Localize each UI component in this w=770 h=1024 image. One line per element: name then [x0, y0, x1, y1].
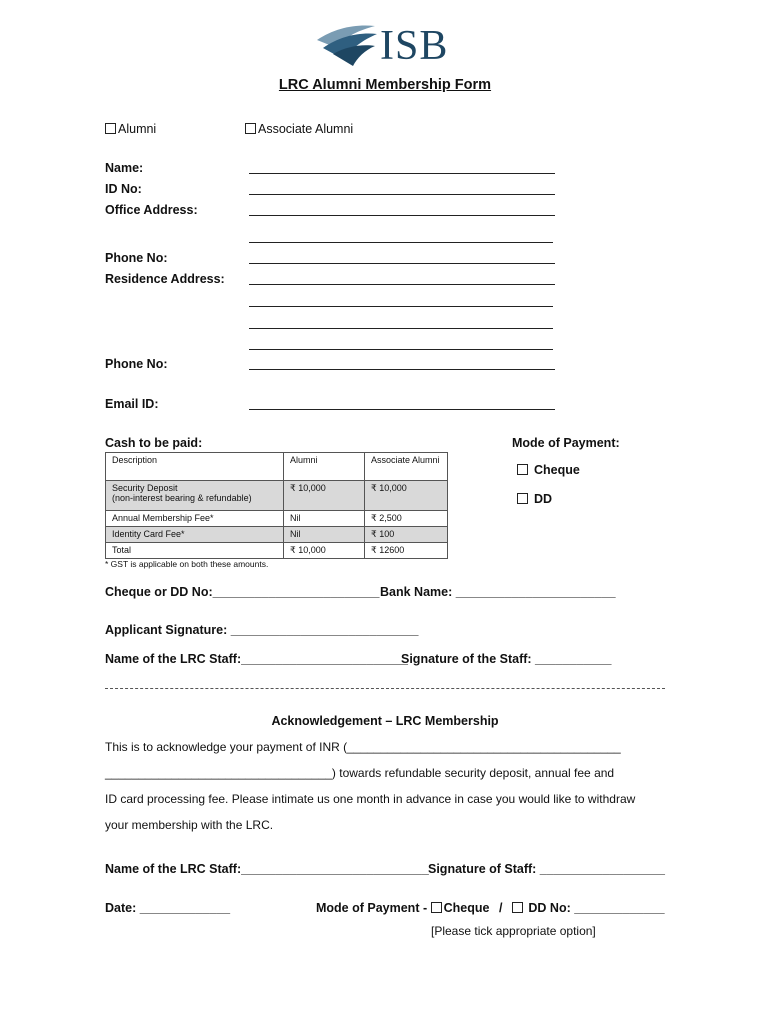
alumni-checkbox[interactable]: Alumni [105, 122, 156, 136]
ack-staff-signature-field[interactable]: Signature of Staff: __________________ [428, 862, 665, 876]
ack-staff-name-field[interactable]: Name of the LRC Staff:___________________________ [105, 862, 429, 876]
applicant-signature-field[interactable]: Applicant Signature: ___________________________ [105, 623, 419, 637]
row-alumni: ₹ 10,000 [284, 543, 365, 559]
form-title: LRC Alumni Membership Form [278, 77, 492, 93]
name-field[interactable] [249, 173, 555, 174]
cheque-box[interactable] [517, 464, 528, 475]
payment-heading: Mode of Payment: [512, 436, 620, 450]
id-no-field[interactable] [249, 194, 555, 195]
lrc-staff-name-field[interactable]: Name of the LRC Staff:________________________ [105, 652, 408, 666]
row-description [106, 481, 284, 511]
alumni-box[interactable] [105, 123, 116, 134]
ack-title: Acknowledgement – LRC Membership [271, 714, 499, 728]
ack-line-1: This is to acknowledge your payment of INR (_________________________________________ [105, 740, 621, 754]
ack-line-2: __________________________________) towards refundable security deposit, annual fee and [105, 766, 615, 780]
associate-alumni-checkbox[interactable]: Associate Alumni [245, 122, 353, 136]
row-associate: ₹ 100 [365, 527, 448, 543]
dd-box[interactable] [517, 493, 528, 504]
row-description: Annual Membership Fee* [106, 511, 284, 527]
email-label: Email ID: [105, 397, 159, 411]
ack-cheque-box[interactable] [431, 902, 442, 913]
phone-field-1[interactable] [249, 263, 555, 264]
ack-line-4: your membership with the LRC. [105, 818, 274, 832]
row-alumni: Nil [284, 511, 365, 527]
row-description: Total [106, 543, 284, 559]
ack-mode-label: Mode of Payment - [316, 901, 428, 915]
name-label: Name: [105, 161, 144, 175]
ack-line-3: ID card processing fee. Please intimate us one month in advance in case you would like to withdraw [105, 792, 636, 806]
col-description: Description [106, 453, 284, 481]
row-alumni: Nil [284, 527, 365, 543]
row-associate: ₹ 12600 [365, 543, 448, 559]
cheque-option[interactable]: Cheque [517, 463, 580, 477]
phone-label-2: Phone No: [105, 357, 168, 371]
ack-date-field[interactable]: Date: _____________ [105, 901, 231, 915]
logo-text: ISB [380, 23, 449, 69]
row-alumni: ₹ 10,000 [284, 481, 365, 511]
office-address-field-2[interactable] [249, 242, 553, 243]
table-row [106, 527, 448, 543]
residence-address-field-4[interactable] [249, 349, 553, 350]
ack-mode-of-payment [316, 901, 665, 915]
cut-line-divider [105, 688, 665, 689]
table-row [106, 481, 448, 511]
col-alumni: Alumni [284, 453, 365, 481]
residence-address-field-2[interactable] [249, 306, 553, 307]
fees-table [105, 452, 448, 559]
table-header-row [106, 453, 448, 481]
residence-address-field-3[interactable] [249, 328, 553, 329]
staff-signature-field[interactable]: Signature of the Staff: ___________ [401, 652, 612, 666]
table-row [106, 543, 448, 559]
row-description: Identity Card Fee* [106, 527, 284, 543]
cheque-dd-no-field[interactable]: Cheque or DD No:________________________ [105, 585, 380, 599]
tick-note: [Please tick appropriate option] [431, 924, 596, 938]
row-associate: ₹ 2,500 [365, 511, 448, 527]
row-associate: ₹ 10,000 [365, 481, 448, 511]
table-row [106, 511, 448, 527]
col-associate: Associate Alumni [365, 453, 448, 481]
ack-dd-box[interactable] [512, 902, 523, 913]
row-description-main: Security Deposit [112, 483, 178, 493]
cash-heading: Cash to be paid: [105, 436, 203, 450]
bank-name-field[interactable]: Bank Name: _______________________ [380, 585, 616, 599]
ack-dd-no-field[interactable]: DD No: _____________ [528, 901, 665, 915]
dd-option[interactable]: DD [517, 492, 552, 506]
gst-note: * GST is applicable on both these amounts. [105, 559, 269, 569]
office-address-field-1[interactable] [249, 215, 555, 216]
residence-address-field-1[interactable] [249, 284, 555, 285]
row-description-sub: (non-interest bearing & refundable) [112, 493, 252, 503]
phone-label-1: Phone No: [105, 251, 168, 265]
ack-cheque-label: Cheque [443, 901, 490, 915]
email-field[interactable] [249, 409, 555, 410]
office-address-label: Office Address: [105, 203, 198, 217]
id-no-label: ID No: [105, 182, 142, 196]
residence-address-label: Residence Address: [105, 272, 225, 286]
phone-field-2[interactable] [249, 369, 555, 370]
ack-mode-separator: / [498, 901, 503, 915]
associate-alumni-box[interactable] [245, 123, 256, 134]
